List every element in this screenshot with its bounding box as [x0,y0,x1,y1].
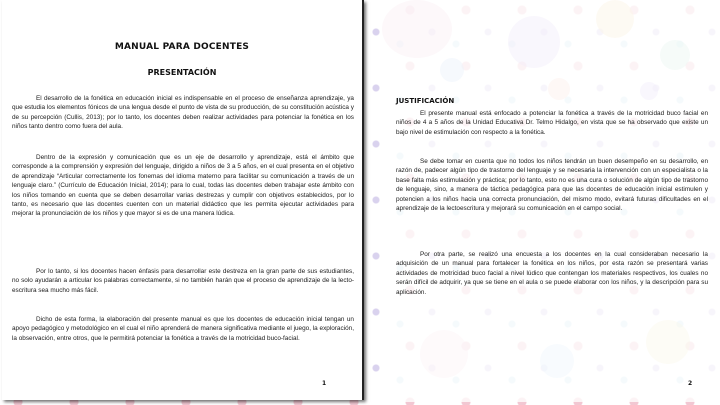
document-title: MANUAL PARA DOCENTES [114,42,250,52]
presentation-paragraph-2: Dentro de la expresión y comunicación que es un eje de desarrollo y aprendizaje, está el ámbito que corresponde a la comprensión y expresión del lenguaje, dirigido a niños de 3 a 5 años, en el cual presenta en el objetivo de aprendizaje “Articular correctamente los fonemas del idioma materno para facilitar su comunicación a través de un lenguaje claro.” (Currículo de Educación Inicial, 2014); para lo cual, todas las docentes deben trabajar este ámbito con los niños tomando en cuenta que se deben desarrollar varias destrezas y cumplir con objetivos establecidos, por lo tanto, es necesario que las docentes cuenten con un material didáctico que les permita ejecutar actividades para mejorar la pronunciación de los niños y que mayor si es de una manera lúdica. [12,154,354,218]
justification-paragraph-1: El presente manual está enfocado a potenciar la fonética a través de la motricidad buco facial en niños de 4 a 5 años de la Unidad Educativa Dr. Telmo Hidalgo, en vista que se ha observado que existe un bajo nivel de estimulación con respecto a la fonética. [396,110,708,136]
presentation-paragraph-1: El desarrollo de la fonética en educación inicial es indispensable en el proceso de enseñanza aprendizaje, ya que estudia los elementos fónicos de una lengua desde el punto de vista de su producción, de su constitución acústica y de su percepción (Cullis, 2013); por lo tanto, los docentes deben realizar actividades para potenciar la fonética en los niños tanto dentro como fuera del aula. [12,95,354,131]
presentation-paragraph-3: Por lo tanto, si los docentes hacen énfasis para desarrollar este destreza en la gran parte de sus estudiantes, no solo ayudarán a articular los palabras correctamente, si no también harán que el proceso de aprendizaje de la lecto-escritura sea mucho más fácil. [12,268,354,294]
presentation-heading: PRESENTACIÓN [147,68,217,77]
presentation-paragraph-4: Dicho de esta forma, la elaboración del presente manual es que los docentes de educación inicial tengan un apoyo pedagógico y metodológico en el cual el niño aprenderá de manera significativa mediante el juego, la exploración, la observación, entre otros, que le permitirá potenciar la fonética a través de la motricidad buco-facial. [12,316,354,342]
justification-heading: JUSTIFICACIÓN [396,97,455,105]
justification-paragraph-3: Por otra parte, se realizó una encuesta a los docentes en la cual consideraban necesario la adquisición de un manual para fortalecer la fonética en los niños, por esta razón se presentará varias actividades de motricidad buco facial a nivel lúdico que contengan los materiales respectivos, los cuales no serán difícil de adquirir, ya que se tiene en el aula o se puede elaborar con los niños, y la descripción para su aplicación. [396,251,708,296]
justification-paragraph-2: Se debe tomar en cuenta que no todos los niños tendrán un buen desempeño en su desarrollo, en razón de, padecer algún tipo de trastorno del lenguaje y se necesaria la intervención con un especialista o la base falta más estimulación y práctica; por lo tanto, esto no es una cura o solución de algún tipo de trastorno de lenguaje, sino, a manera de táctica pedagógica para que las docentes de educación inicial estimulen y potencien a los niños hacia una correcta pronunciación, del mismo modo, evitará futuras dificultades en el aprendizaje de la lectoescritura y mejorará su comunicación en el campo social. [396,158,708,213]
page-number: 1 [322,380,327,387]
page-number: 2 [688,380,693,387]
